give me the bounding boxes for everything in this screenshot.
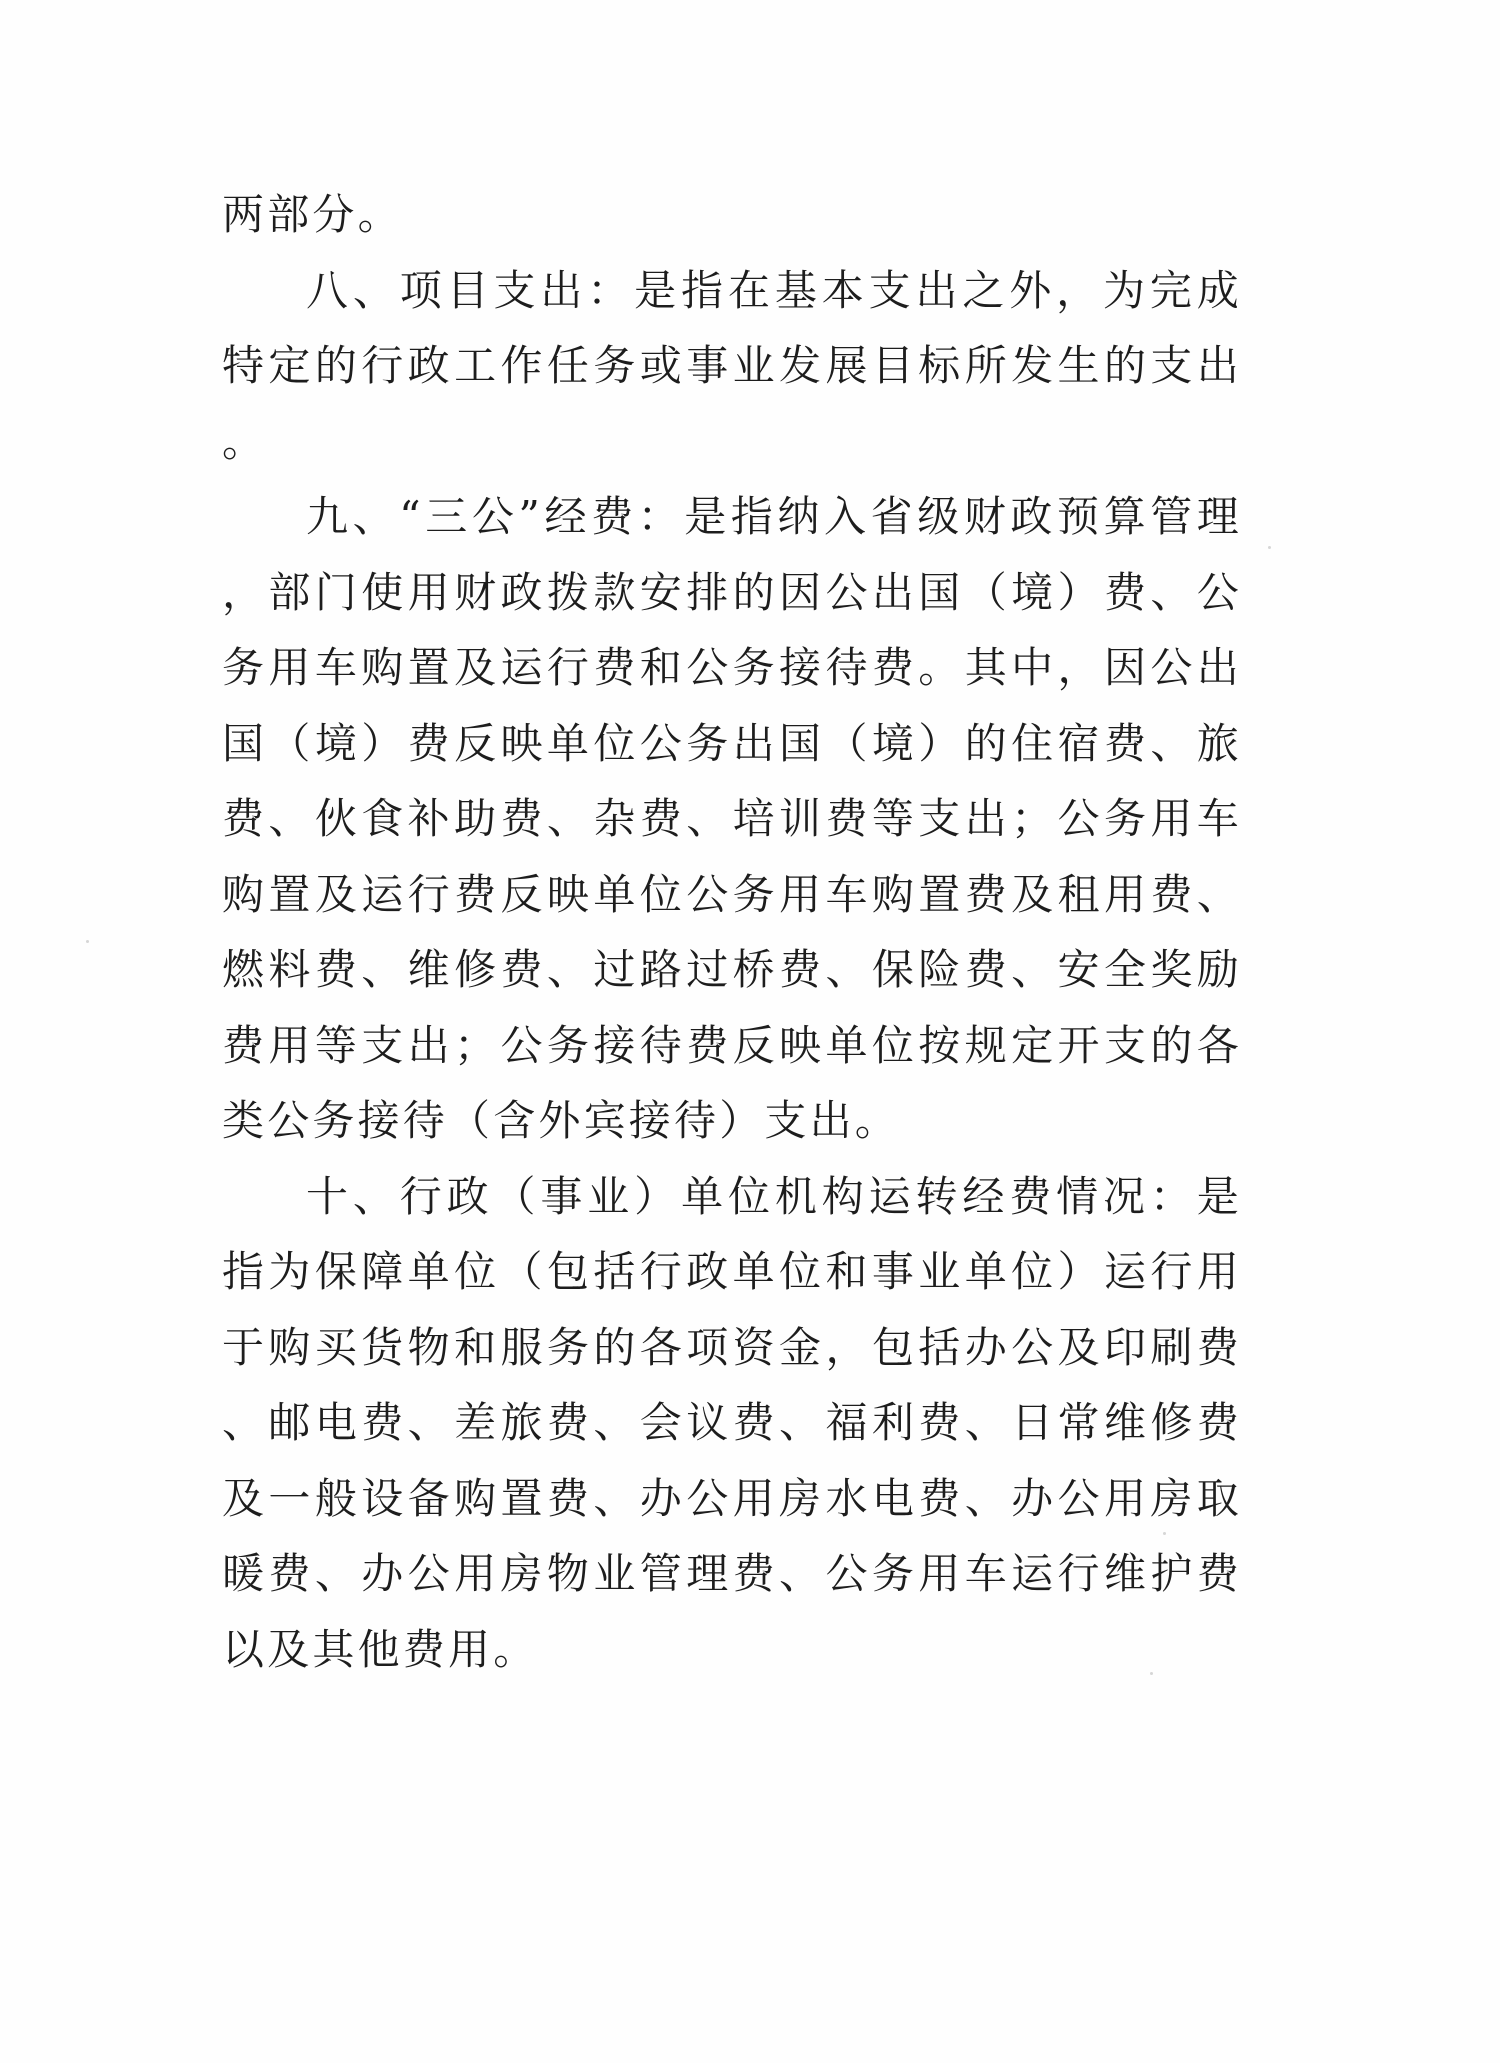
document-body — [222, 177, 1242, 1687]
paragraph-project-expenditure: 八、项目支出：是指在基本支出之外，为完成特定的行政工作任务或事业发展目标所发生的支出。 — [222, 265, 1242, 466]
paragraph-three-public-expenses: 九、“三公”经费：是指纳入省级财政预算管理，部门使用财政拨款安排的因公出国（境）费、公务用车购置及运行费和公务接待费。其中，因公出国（境）费反映单位公务出国（境）的住宿费、旅费、伙食补助费、杂费、培训费等支出；公务用车购置及运行费反映单位公务用车购置费及租用费、燃料费、维修费、过路过桥费、保险费、安全奖励费用等支出；公务接待费反映单位按规定开支的各类公务接待（含外宾接待）支出。 — [222, 492, 1242, 1145]
scan-speck — [86, 940, 89, 943]
scan-speck — [1163, 1532, 1166, 1535]
paragraph-continuation: 两部分。 — [222, 190, 403, 239]
paragraph-operating-expenses: 十、行政（事业）单位机构运转经费情况：是指为保障单位（包括行政单位和事业单位）运行用于购买货物和服务的各项资金，包括办公及印刷费、邮电费、差旅费、会议费、福利费、日常维修费及一般设备购置费、办公用房水电费、办公用房取暖费、办公用房物业管理费、公务用车运行维护费以及其他费用。 — [222, 1171, 1242, 1674]
scan-speck — [1150, 1672, 1153, 1675]
scan-speck — [1268, 546, 1271, 549]
